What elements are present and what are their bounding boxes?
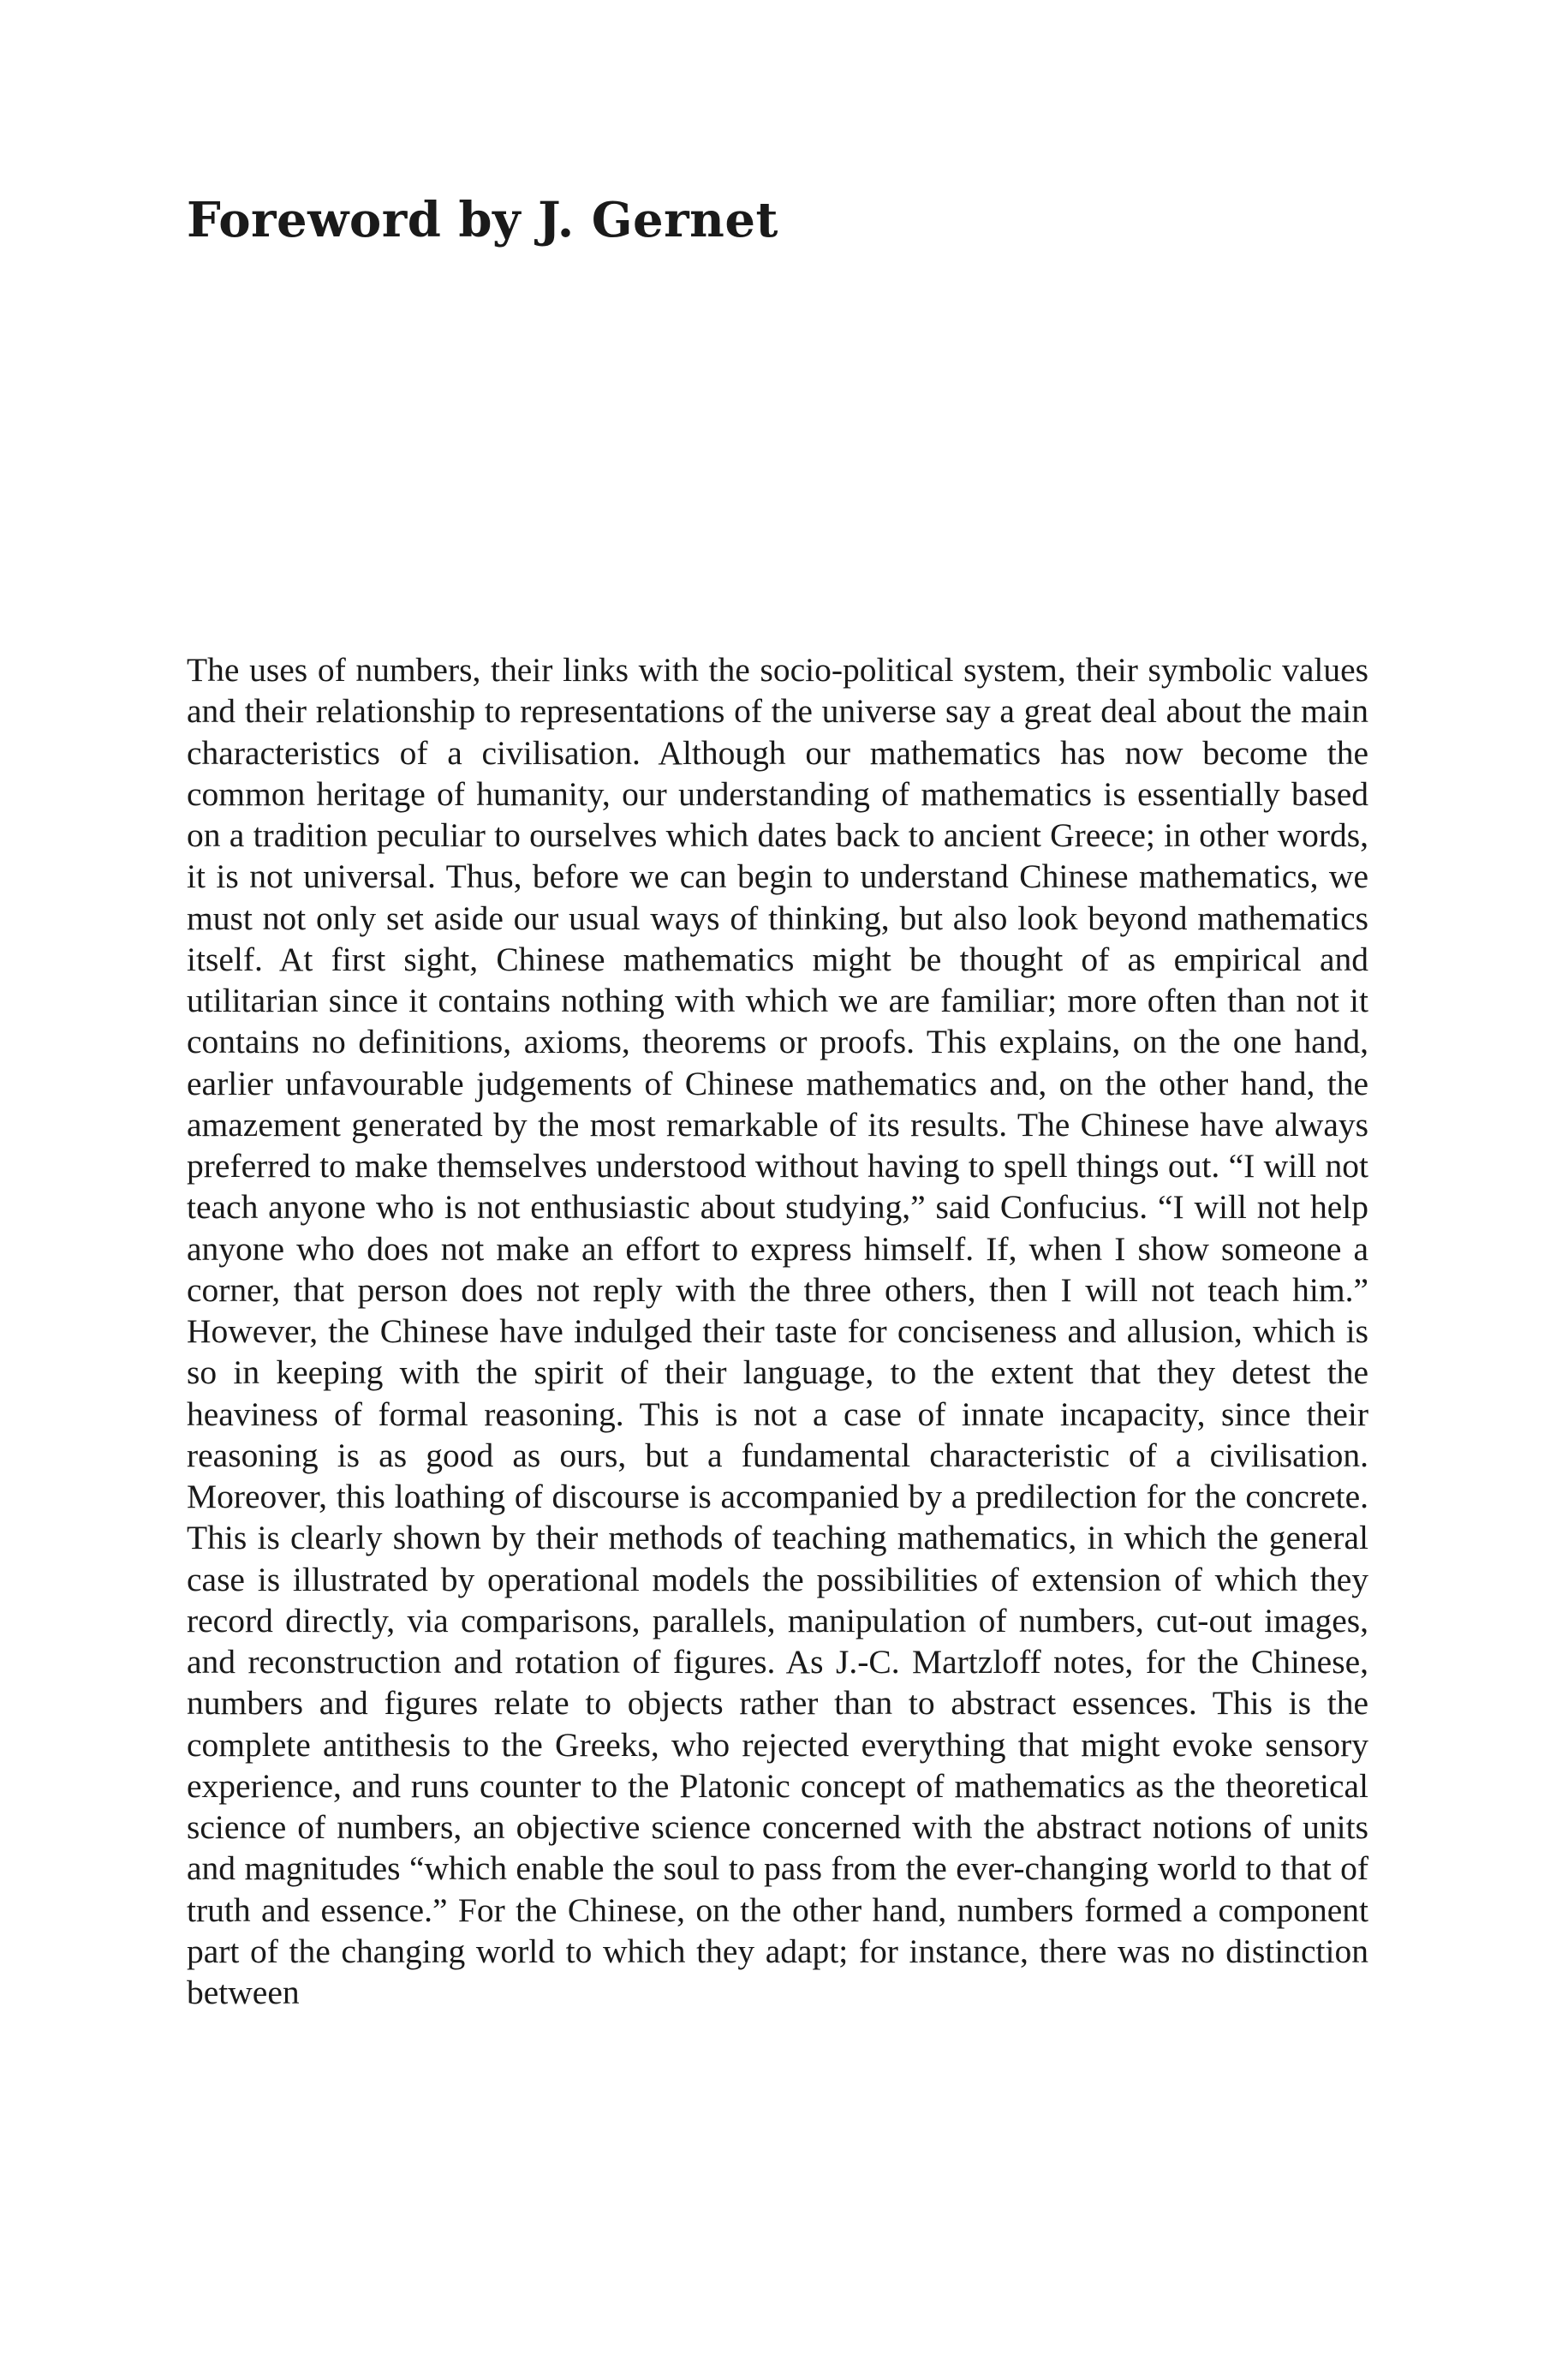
- body-paragraph: The uses of numbers, their links with the socio-political system, their symbolic values and their relationship to representations of the universe say a great deal about the main characteristics of a civilisation. Although our mathematics has now become the common heritage of humanity, our understanding of mathematics is essentially based on a tradition peculiar to ourselves which dates back to ancient Greece; in other words, it is not universal. Thus, before we can begin to understand Chinese mathematics, we must not only set aside our usual ways of thinking, but also look beyond mathematics itself. At first sight, Chinese mathematics might be thought of as empirical and utilitarian since it contains nothing with which we are familiar; more often than not it contains no definitions, axioms, theorems or proofs. This explains, on the one hand, earlier unfavourable judgements of Chinese mathematics and, on the other hand, the amazement generated by the most remarkable of its results. The Chinese have always preferred to make themselves understood without having to spell things out. “I will not teach anyone who is not enthusiastic about studying,” said Confucius. “I will not help anyone who does not make an effort to express himself. If, when I show someone a corner, that person does not reply with the three others, then I will not teach him.” However, the Chinese have indulged their taste for conciseness and allusion, which is so in keeping with the spirit of their language, to the extent that they detest the heaviness of formal reasoning. This is not a case of innate incapacity, since their reasoning is as good as ours, but a fundamental characteristic of a civilisation. Moreover, this loathing of discourse is accompanied by a predilection for the concrete. This is clearly shown by their methods of teaching mathematics, in which the general case is illustrated by operational models the possibilities of extension of which they record directly, via comparisons, parallels, manipulation of numbers, cut-out images, and reconstruction and rotation of figures. As J.-C. Martzloff notes, for the Chinese, numbers and figures relate to objects rather than to abstract essences. This is the complete antithesis to the Greeks, who rejected everything that might evoke sensory experience, and runs counter to the Platonic concept of mathematics as the theoretical science of numbers, an objective science concerned with the abstract notions of units and magnitudes “which enable the soul to pass from the ever-changing world to that of truth and essence.” For the Chinese, on the other hand, numbers formed a component part of the changing world to which they adapt; for instance, there was no distinction between: [187, 651, 1368, 2011]
- page-title: Foreword by J. Gernet: [187, 192, 778, 248]
